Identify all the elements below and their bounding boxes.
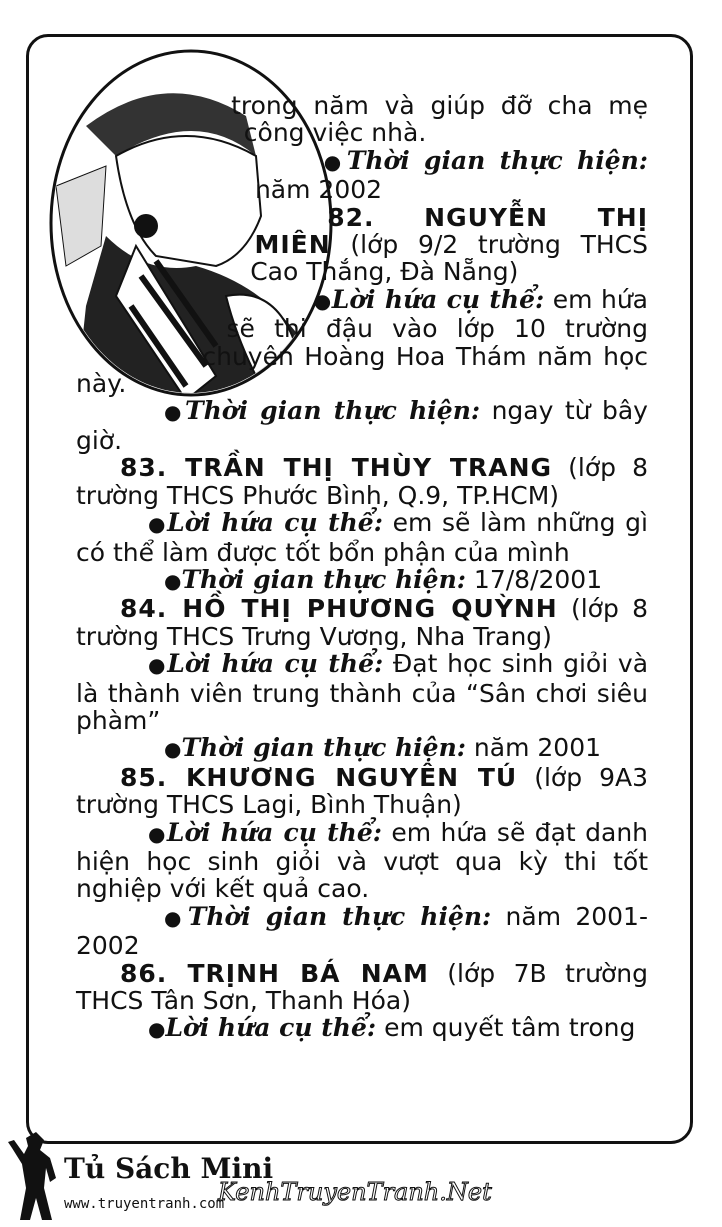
entry-82: 82. NGUYỄN THỊ MIÊN (lớp 9/2 trường THCS Cao Thắng, Đà Nẵng) bbox=[250, 202, 648, 287]
watermark: KenhTruyenTranh.Net bbox=[218, 1178, 492, 1206]
promise-line: ●Lời hứa cụ thể: Đạt học sinh giỏi và là thành viên trung thành của “Sân chơi siêu phàm” bbox=[76, 649, 649, 735]
brand-label: Tủ Sách Mini bbox=[64, 1152, 274, 1185]
time-label: Thời gian thực hiện: bbox=[346, 145, 649, 175]
time-line: ●Thời gian thực hiện: năm 2001 bbox=[164, 733, 602, 763]
entry-85: 85. KHƯƠNG NGUYÊN TÚ (lớp 9A3 trường THCS Lagi, Bình Thuận) bbox=[76, 762, 649, 820]
promise-line: ●Lời hứa cụ thể: em hứa sẽ thi đậu vào lớp 10 trường chuyên Hoàng Hoa Thám năm học này. bbox=[76, 284, 649, 399]
promise-line: ●Lời hứa cụ thể: em quyết tâm trong bbox=[148, 1013, 636, 1043]
promise-label: Lời hứa cụ thể: bbox=[167, 508, 383, 538]
time-line: ●Thời gian thực hiện: 17/8/2001 bbox=[164, 564, 603, 594]
promise-line: ●Lời hứa cụ thể: em sẽ làm những gì có thể làm được tốt bổn phận của mình bbox=[76, 508, 648, 567]
promise-label: Lời hứa cụ thể: bbox=[167, 649, 384, 679]
time-label: Thời gian thực hiện: bbox=[184, 396, 481, 426]
site-url[interactable]: www.truyentranh.com bbox=[64, 1196, 225, 1212]
time-label: Thời gian thực hiện: bbox=[187, 901, 492, 931]
samurai-silhouette-icon bbox=[6, 1128, 68, 1224]
entry-86: 86. TRỊNH BÁ NAM (lớp 7B trường THCS Tân Sơn, Thanh Hóa) bbox=[76, 958, 649, 1015]
promise-label: Lời hứa cụ thể: bbox=[166, 817, 382, 847]
time-line: ●Thời gian thực hiện: năm 2001-2002 bbox=[76, 901, 648, 961]
entry-83: 83. TRẦN THỊ THÙY TRANG (lớp 8 trường THCS Phước Bình, Q.9, TP.HCM) bbox=[76, 453, 648, 510]
paragraph-continuation: trong năm và giúp đỡ cha mẹ công việc nhà. bbox=[231, 91, 648, 148]
time-line: ●Thời gian thực hiện: năm 2002 bbox=[254, 145, 649, 205]
promise-line: ●Lời hứa cụ thể: em hứa sẽ đạt danh hiện học sinh giỏi và vượt qua kỳ thi tốt nghiệp với kết quả cao. bbox=[76, 817, 649, 904]
time-label: Thời gian thực hiện: bbox=[181, 733, 466, 763]
entry-84: 84. HỒ THỊ PHƯƠNG QUỲNH (lớp 8 trường THCS Trưng Vương, Nha Trang) bbox=[76, 594, 648, 651]
article-body bbox=[76, 92, 648, 1044]
time-label: Thời gian thực hiện: bbox=[181, 564, 466, 594]
promise-label: Lời hứa cụ thể: bbox=[165, 1013, 377, 1043]
time-line: ●Thời gian thực hiện: ngay từ bây giờ. bbox=[76, 396, 648, 455]
promise-label: Lời hứa cụ thể: bbox=[331, 284, 545, 314]
